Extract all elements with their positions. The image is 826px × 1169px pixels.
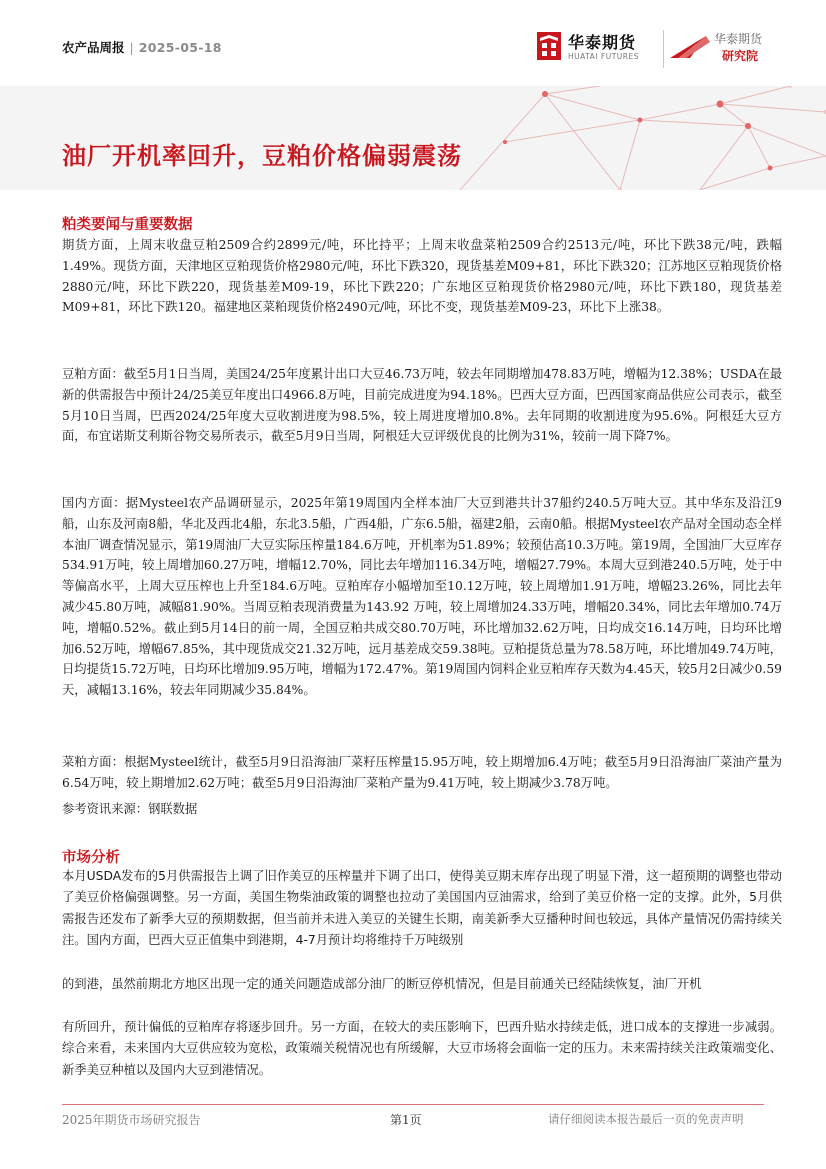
brand-name-en: HUATAI FUTURES [568, 52, 639, 61]
report-type: 农产品周报 [62, 40, 125, 55]
header-separator: | [129, 40, 134, 55]
page-title: 油厂开机率回升，豆粕价格偏弱震荡 [62, 142, 462, 170]
report-label [62, 38, 222, 56]
title-banner [0, 86, 826, 190]
page-header [0, 0, 826, 86]
institute-line-1: 华泰期货 [714, 32, 763, 46]
page-number: 第1页 [390, 1113, 422, 1127]
analysis-paragraph-1: 本月USDA发布的5月供需报告上调了旧作美豆的压榨量并下调了出口，使得美豆期末库存出现了明显下滑，这一超预期的调整也带动了美豆价格偏强调整。另一方面，美国生物柴油政策的调整也拉动了美国国内豆油需求，给到了美豆价格一定的支撑。此外，5月供需报告还发布了新季大豆的预期数据，但当前并未进入美豆的关键生长期，南美新季大豆播种时间也较远，具体产量情况仍需持续关注。国内方面，巴西大豆正值集中到港期，4-7月预计均将维持千万吨级别 [62, 869, 782, 947]
news-paragraph-soymeal: 豆粕方面：截至5月1日当周，美国24/25年度累计出口大豆46.73万吨，较去年同期增加478.83万吨，增幅为12.38%；USDA在最新的供需报告中预计24/25美豆年度出口4966.8万吨，目前完成进度为94.18%。巴西大豆方面，巴西国家商品供应公司表示，截至5月10日当周，巴西2024/25年度大豆收割进度为98.5%，较上周进度增加0.8%。去年同期的收割进度为95.6%。阿根廷大豆方面，布宜诺斯艾利斯谷物交易所表示，截至5月9日当周，阿根廷大豆评级优良的比例为31%，较前一周下降7%。 [62, 367, 782, 444]
section-heading-news: 粕类要闻与重要数据 [62, 217, 193, 233]
institute-logo-mark-icon [670, 34, 710, 60]
footer-report-name: 2025年期货市场研究报告 [62, 1113, 201, 1127]
footer-divider [62, 1104, 764, 1105]
footer-disclaimer: 请仔细阅读本报告最后一页的免责声明 [548, 1112, 744, 1126]
news-paragraph-domestic: 国内方面：据Mysteel农产品调研显示，2025年第19周国内全样本油厂大豆到港共计37船约240.5万吨大豆。其中华东及沿江9船，山东及河南8船，华北及西北4船，东北3.5船，广西4船，广东6.5船，福建2船，云南0船。根据Mysteel农产品对全国动态全样本油厂调查情况显示，第19周油厂大豆实际压榨量184.6万吨，开机率为51.89%；较预估高10.3万吨。第19周，全国油厂大豆库存534.91万吨，较上周增加60.27万吨，增幅12.70%，同比去年增加116.34万吨，增幅27.79%。本周大豆到港240.5万吨，处于中等偏高水平，上周大豆压榨也上升至184.6万吨。豆粕库存小幅增加至10.12万吨，较上周增加1.91万吨，增幅23.26%，同比去年减少45.80万吨，减幅81.90%。当周豆粕表现消费量为143.92 万吨，较上周增加24.33万吨，增幅20.34%，同比去年增加0.74万吨，增幅0.52%。截止到5月14日的前一周，全国豆粕共成交80.70万吨，环比增加32.62万吨，日均成交16.14万吨，日均环比增加6.52万吨，增幅67.85%，其中现货成交21.32万吨，远月基差成交59.38吨。豆粕提货总量为78.58万吨，环比增加49.74万吨，日均提货15.72万吨，日均环比增加9.95万吨，增幅为172.47%。第19周国内饲料企业豆粕库存天数为4.45天，较5月2日减少0.59天，减幅13.16%，较去年同期减少35.84%。 [62, 496, 782, 698]
huatai-logo-mark-icon [537, 32, 561, 60]
brand-name-cn: 华泰期货 [568, 33, 637, 52]
huatai-futures-logo [537, 28, 659, 68]
news-source: 参考资讯来源：钢联数据 [62, 802, 198, 816]
report-date: 2025-05-18 [138, 40, 222, 55]
analysis-paragraph-3: 有所回升，预计偏低的豆粕库存将逐步回升。另一方面，在较大的卖压影响下，巴西升贴水持续走低，进口成本的支撑进一步减弱。综合来看，未来国内大豆供应较为宽松，政策端关税情况也有所缓解，大豆市场将会面临一定的压力。未来需持续关注政策端变化、新季美豆种植以及国内大豆到港情况。 [62, 1020, 782, 1077]
section-heading-analysis: 市场分析 [62, 850, 120, 866]
institute-line-2: 研究院 [722, 49, 759, 63]
news-paragraph-futures: 期货方面，上周末收盘豆粕2509合约2899元/吨，环比持平；上周末收盘菜粕2509合约2513元/吨，环比下跌38元/吨，跌幅1.49%。现货方面，天津地区豆粕现货价格2980元/吨，环比下跌320，现货基差M09+81，环比下跌320；江苏地区豆粕现货价格2880元/吨，环比下跌220，现货基差M09-19，环比下跌220；广东地区豆粕现货价格2980元/吨，环比下跌180，现货基差M09+81，环比下跌120。福建地区菜粕现货价格2490元/吨，环比不变，现货基差M09-23，环比下上涨38。 [62, 238, 782, 315]
institute-logo [670, 28, 770, 68]
logo-divider [663, 30, 664, 68]
analysis-paragraph-2: 的到港，虽然前期北方地区出现一定的通关问题造成部分油厂的断豆停机情况，但是目前通关已经陆续恢复，油厂开机 [62, 977, 702, 991]
news-paragraph-rapeseed-meal: 菜粕方面：根据Mysteel统计，截至5月9日沿海油厂菜籽压榨量15.95万吨，较上期增加6.4万吨；截至5月9日沿海油厂菜油产量为6.54万吨，较上期增加2.62万吨；截至5月9日沿海油厂菜粕产量为9.41万吨，较上期减少3.78万吨。 [62, 755, 782, 790]
